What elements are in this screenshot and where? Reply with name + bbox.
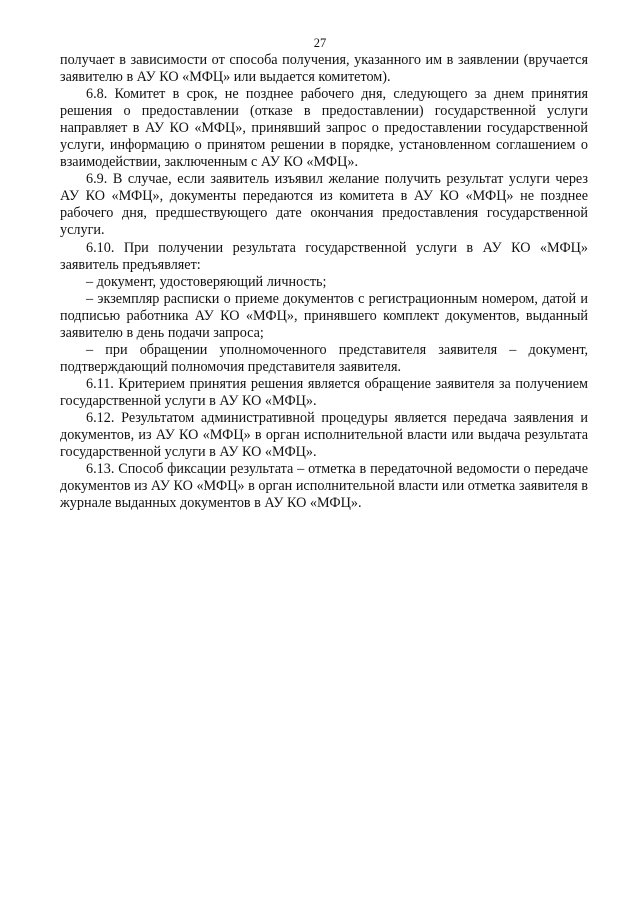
list-item-representative-authority: – при обращении уполномоченного представителя заявителя – документ, подтверждающий полномочия представителя заявителя.	[60, 341, 588, 375]
paragraph-6-12: 6.12. Результатом административной процедуры является передача заявления и документов, из АУ КО «МФЦ» в орган исполнительной власти или выдача результата государственной услуги в АУ КО «МФЦ».	[60, 409, 588, 461]
list-item-receipt-copy: – экземпляр расписки о приеме документов с регистрационным номером, датой и подписью работника АУ КО «МФЦ», принявшего комплект документов, выданный заявителю в день подачи запроса;	[60, 290, 588, 341]
paragraph-6-13: 6.13. Способ фиксации результата – отметка в передаточной ведомости о передаче документов из АУ КО «МФЦ» в орган исполнительной власти или отметка заявителя в журнале выданных документов в АУ КО «МФЦ».	[60, 461, 588, 512]
paragraph-6-10: 6.10. При получении результата государственной услуги в АУ КО «МФЦ» заявитель предъявляет:	[60, 239, 588, 273]
paragraph-6-8: 6.8. Комитет в срок, не позднее рабочего дня, следующего за днем принятия решения о предоставлении (отказе в предоставлении) государственной услуги направляет в АУ КО «МФЦ», принявший запрос о предоставлении государственной услуги, информацию о принятом решении в порядке, установленном соглашением о взаимодействии, заключенным с АУ КО «МФЦ».	[60, 86, 588, 171]
page-number: 27	[313, 36, 327, 50]
paragraph-continuation: получает в зависимости от способа получения, указанного им в заявлении (вручается заявителю в АУ КО «МФЦ» или выдается комитетом).	[60, 52, 588, 86]
list-item-identity-document: – документ, удостоверяющий личность;	[86, 273, 327, 290]
paragraph-6-9: 6.9. В случае, если заявитель изъявил желание получить результат услуги через АУ КО «МФЦ», документы передаются из комитета в АУ КО «МФЦ» не позднее рабочего дня, предшествующего дате окончания предоставления государственной услуги.	[60, 171, 588, 239]
paragraph-6-11: 6.11. Критерием принятия решения является обращение заявителя за получением государственной услуги в АУ КО «МФЦ».	[60, 375, 588, 409]
document-body	[60, 52, 588, 512]
